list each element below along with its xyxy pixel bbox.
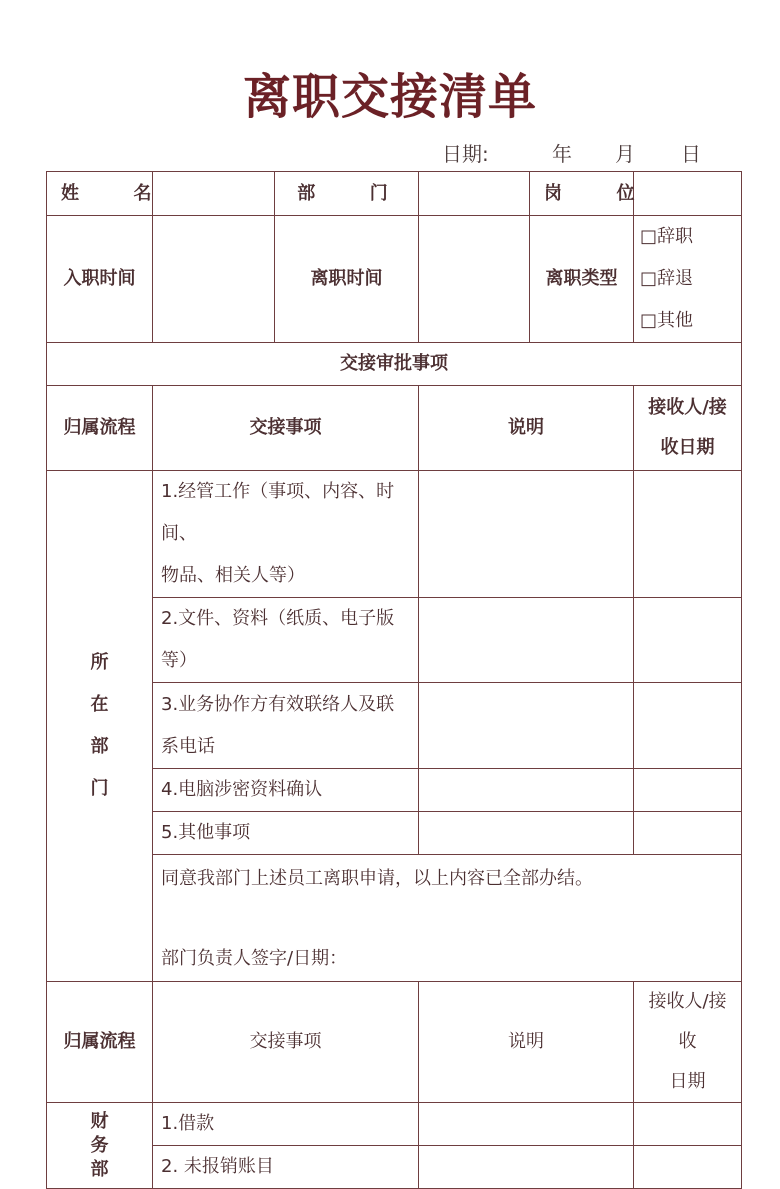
header2-notes: 说明 [419,982,634,1103]
date-label: 日期: [442,142,489,166]
finance-item-2-receiver[interactable] [634,1146,742,1189]
section-title-row [47,343,742,386]
dept-item-5-receiver[interactable] [634,812,742,855]
leave-type-label: 离职类型 [530,216,634,343]
date-day: 日 [681,142,701,166]
dept-item-2-receiver[interactable] [634,598,742,683]
header-receiver-line2: 收日期 [660,437,715,458]
header-process: 归属流程 [47,386,153,471]
hire-date-label: 入职时间 [47,216,153,343]
header-receiver [634,386,742,471]
handover-form-table [46,171,742,1189]
leave-date-label: 离职时间 [275,216,419,343]
dept-item-3-receiver[interactable] [634,683,742,769]
header-row [47,386,742,471]
header-row-2 [47,982,742,1103]
approval-text: 同意我部门上述员工离职申请，以上内容已全部办结。 [161,868,593,889]
name-field[interactable] [153,172,275,216]
signature-text: 部门负责人签字/日期： [161,948,348,969]
header-matters: 交接事项 [153,386,419,471]
header2-process: 归属流程 [47,982,153,1103]
date-row [0,138,780,166]
option-dismissed[interactable]: □辞退 [640,268,694,289]
dept-group-label: 所 在 部 门 [47,471,153,982]
dept-item-2-notes[interactable] [419,598,634,683]
page-title: 离职交接清单 [242,69,537,125]
option-resign[interactable]: □辞职 [640,226,694,247]
dept-item-4-notes[interactable] [419,769,634,812]
finance-item-1-notes[interactable] [419,1103,634,1146]
dept-item-3-notes[interactable] [419,683,634,769]
leave-type-options [634,216,742,343]
dept-item-1-notes[interactable] [419,471,634,598]
info-row-1 [47,172,742,216]
dept-label: 部 门 [275,172,419,216]
position-label: 岗 位 [530,172,634,216]
position-field[interactable] [634,172,742,216]
finance-item-1-receiver[interactable] [634,1103,742,1146]
finance-item-2-notes[interactable] [419,1146,634,1189]
dept-field[interactable] [419,172,530,216]
finance-group-label: 财 务 部 [47,1103,153,1189]
section-title: 交接审批事项 [47,343,742,386]
name-label: 姓 名 [47,172,153,216]
header2-receiver [634,982,742,1103]
option-other[interactable]: □其他 [640,310,694,331]
dept-approval-cell[interactable] [153,855,742,982]
dept-item-4-receiver[interactable] [634,769,742,812]
header-receiver-line1: 接收人/接 [648,397,727,418]
dept-item-4: 4.电脑涉密资料确认 [153,769,419,812]
leave-date-field[interactable] [419,216,530,343]
table-row [47,1103,742,1146]
dept-item-1-receiver[interactable] [634,471,742,598]
header2-receiver-line1: 接收人/接收 [648,991,727,1052]
table-row [47,471,742,598]
dept-item-5-notes[interactable] [419,812,634,855]
hire-date-field[interactable] [153,216,275,343]
date-month: 月 [615,142,635,166]
dept-item-1: 1.经管工作（事项、内容、时间、 物品、相关人等） [153,471,419,598]
dept-item-5: 5.其他事项 [153,812,419,855]
header2-matters: 交接事项 [153,982,419,1103]
finance-item-1: 1.借款 [153,1103,419,1146]
dept-item-3: 3.业务协作方有效联络人及联 系电话 [153,683,419,769]
dept-item-2: 2.文件、资料（纸质、电子版等） [153,598,419,683]
finance-item-2: 2. 未报销账目 [153,1146,419,1189]
info-row-2 [47,216,742,343]
header2-receiver-line2: 日期 [669,1071,706,1092]
date-year: 年 [552,142,572,166]
header-notes: 说明 [419,386,634,471]
